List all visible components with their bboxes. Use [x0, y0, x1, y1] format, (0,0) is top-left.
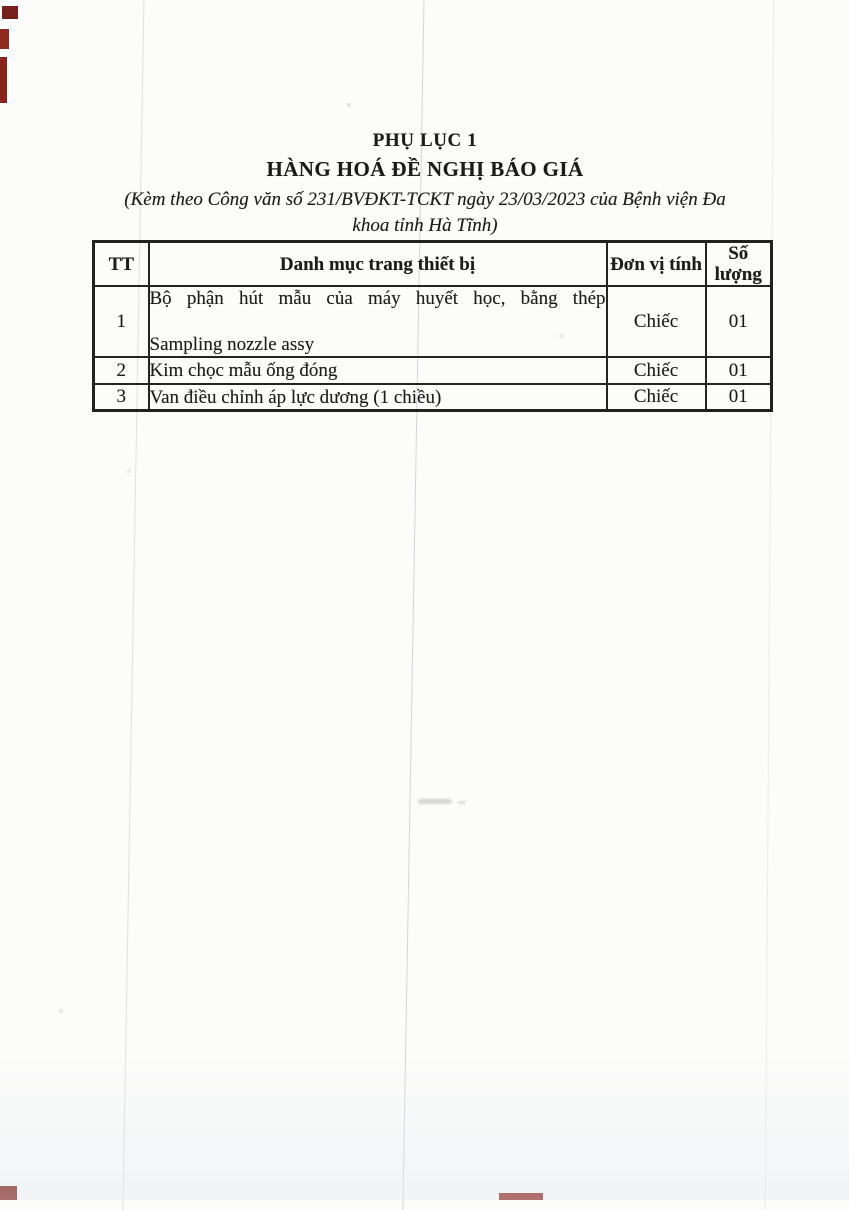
item-name: [149, 357, 607, 384]
col-header-name: Danh mục trang thiết bị: [149, 242, 607, 287]
goods-table: [92, 240, 773, 412]
item-qty: 01: [706, 384, 772, 411]
item-name-line: Sampling nozzle assy: [149, 334, 315, 355]
item-name-line: Kim chọc mẫu ống đóng: [149, 360, 338, 381]
col-header-qty: Số lượng: [706, 242, 772, 287]
table-header-row: [94, 242, 772, 287]
scan-smudge: [418, 799, 452, 804]
item-qty: 01: [706, 286, 772, 357]
document-header: [17, 129, 833, 239]
scan-artifact-left-edge: [0, 29, 9, 49]
item-qty: 01: [706, 357, 772, 384]
document-title: HÀNG HOÁ ĐỀ NGHỊ BÁO GIÁ: [266, 157, 584, 181]
scan-artifact-corner: [2, 6, 18, 19]
col-header-tt: TT: [94, 242, 149, 287]
scan-speckles: [0, 0, 2, 2]
item-name-line: Bộ phận hút mẫu của máy huyết học, bằng thép: [149, 288, 606, 309]
row-index: 1: [94, 286, 149, 357]
item-name-line: Van điều chỉnh áp lực dương (1 chiều): [149, 386, 442, 408]
table-row: [94, 357, 772, 384]
row-index: 2: [94, 357, 149, 384]
appendix-title: PHỤ LỤC 1: [372, 130, 478, 151]
reference-line: (Kèm theo Công văn số 231/BVĐKT-TCKT ngày 23/03/2023 của Bệnh viện Đa: [124, 189, 726, 210]
scan-artifact-left-edge: [0, 57, 7, 103]
reference-line: khoa tỉnh Hà Tĩnh): [352, 215, 498, 236]
item-name: [149, 286, 607, 357]
scan-bottom-tint: [0, 1050, 849, 1200]
item-name: [149, 384, 607, 411]
table-row: [94, 384, 772, 411]
reference-note: [17, 187, 833, 239]
row-index: 3: [94, 384, 149, 411]
item-unit: Chiếc: [607, 384, 706, 411]
table-row: [94, 286, 772, 357]
item-unit: Chiếc: [607, 286, 706, 357]
col-header-unit: Đơn vị tính: [607, 242, 706, 287]
item-unit: Chiếc: [607, 357, 706, 384]
